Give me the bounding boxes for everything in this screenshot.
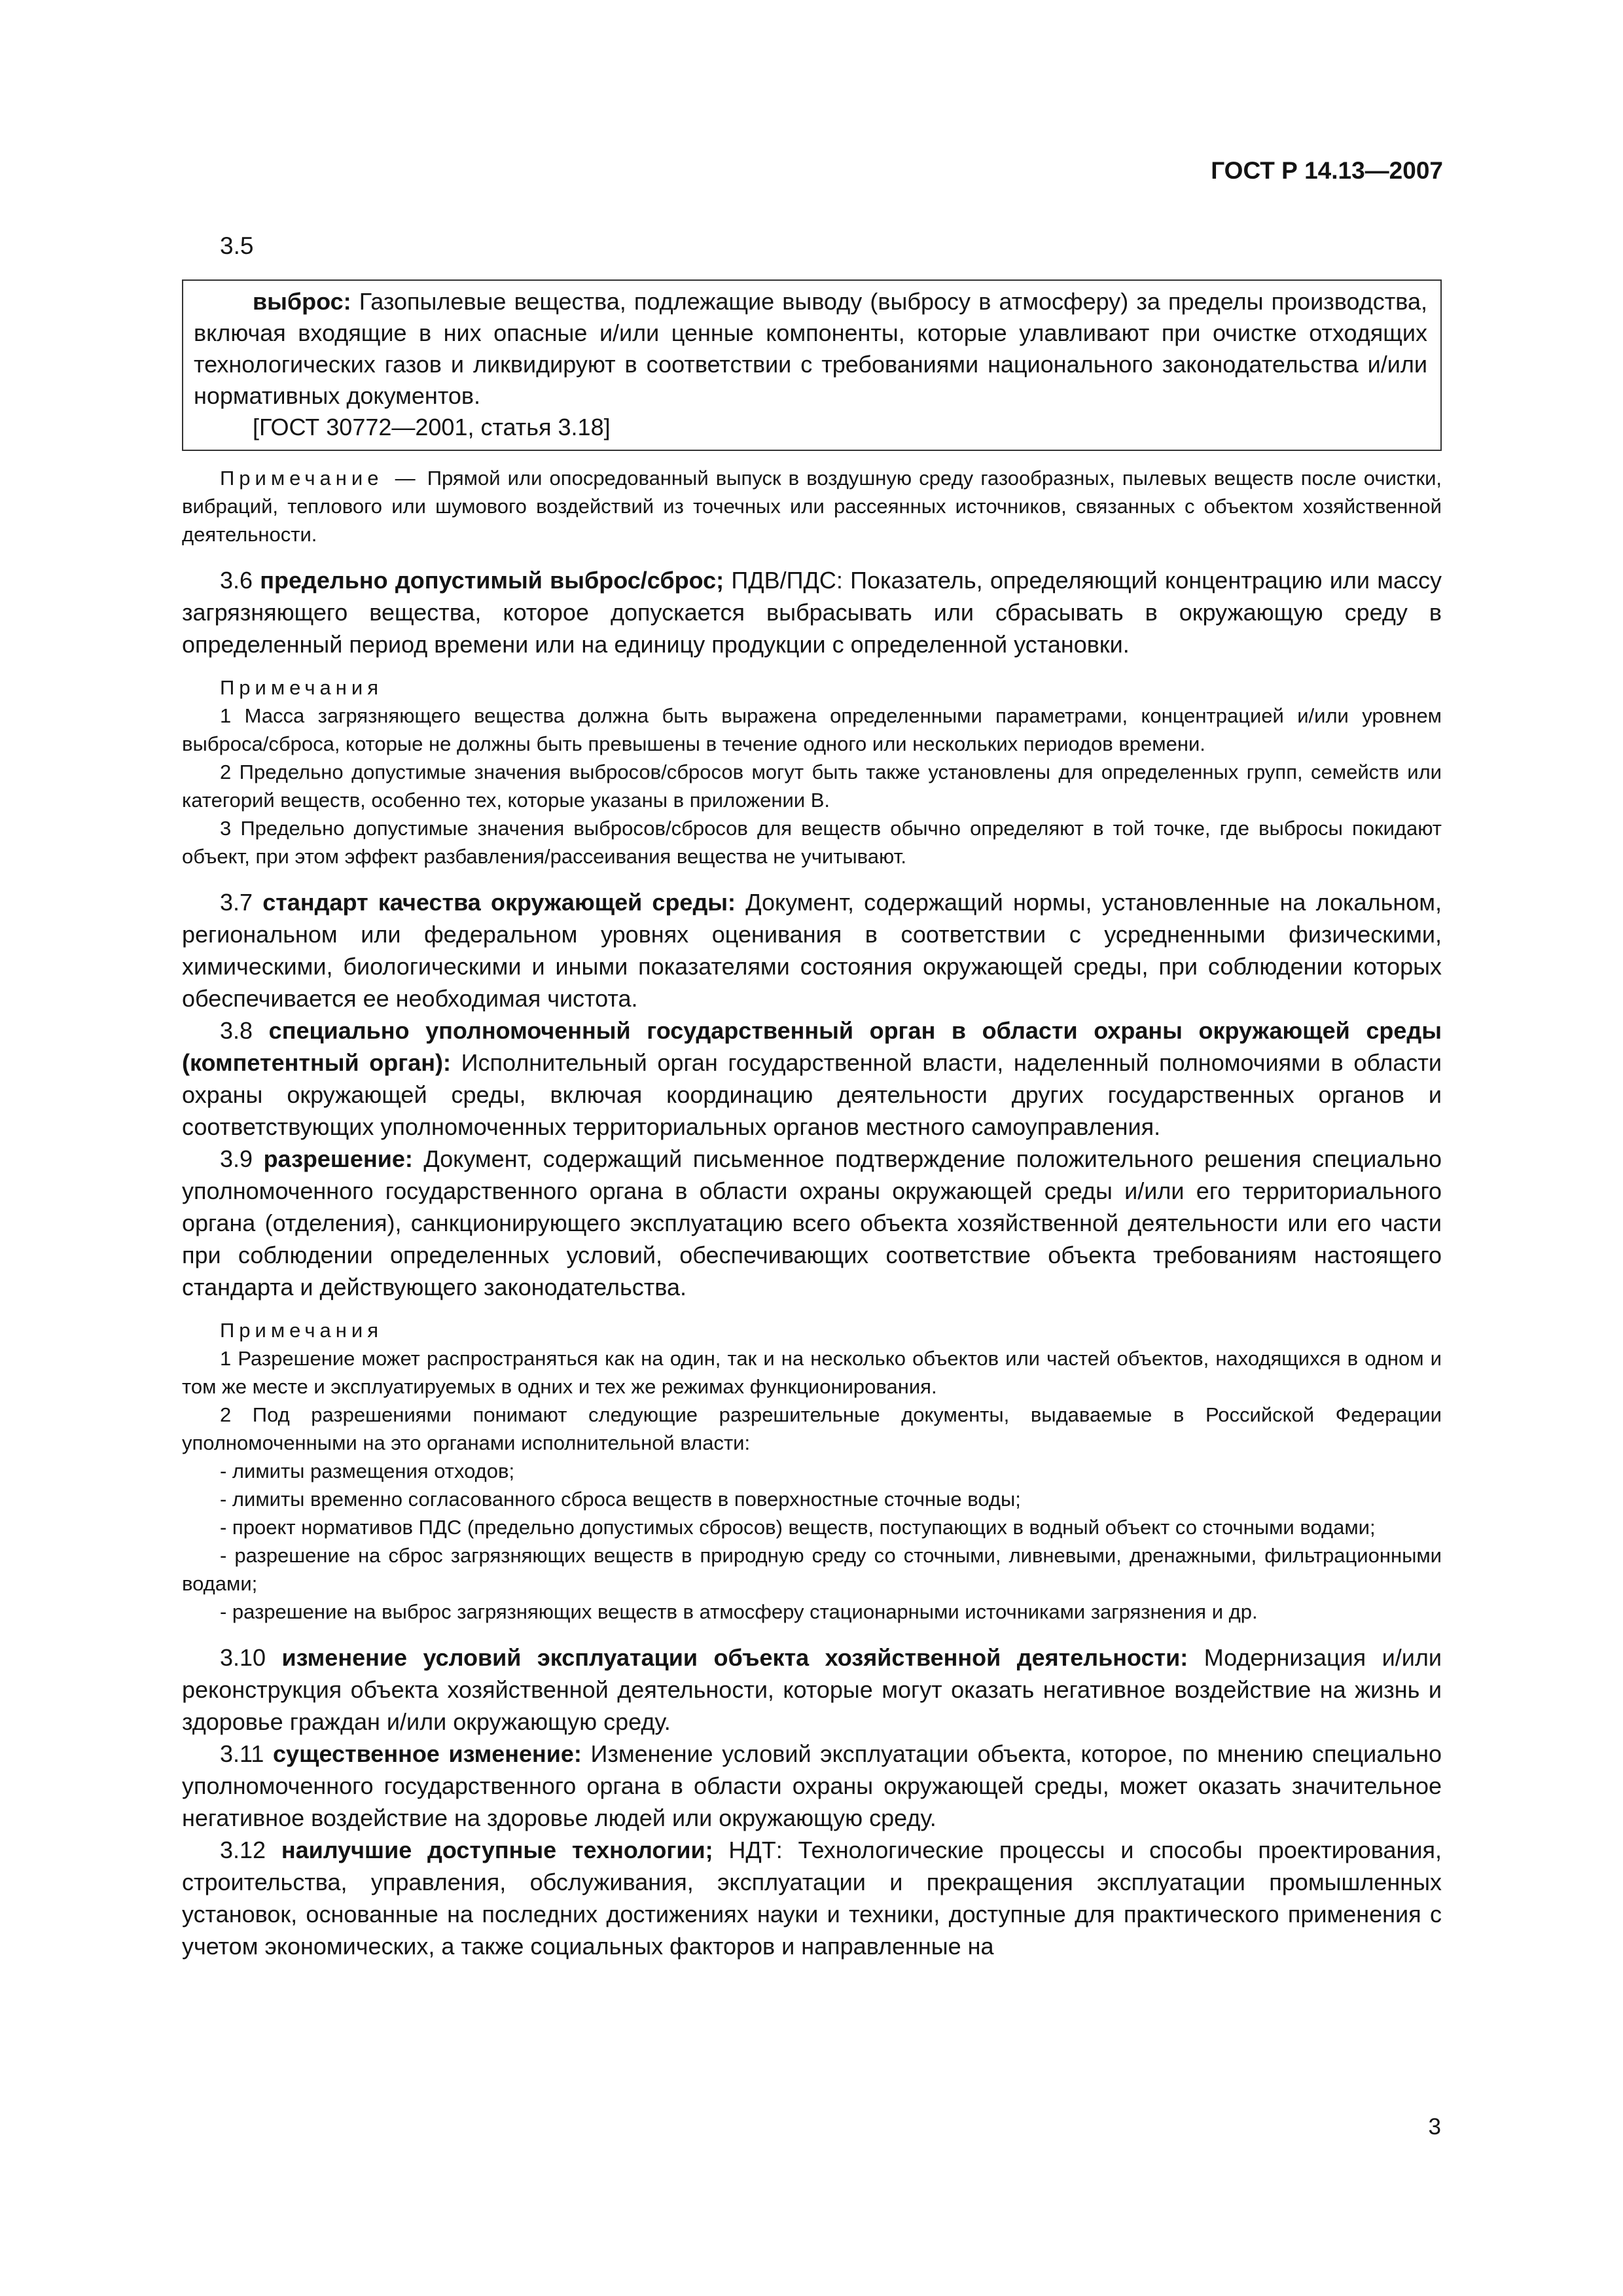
page-content xyxy=(182,232,1442,1962)
clause-3-5-definition xyxy=(194,286,1427,412)
clause-definition: Технологические процессы и способы проектирования, строительства, управления, обслуживания, эксплуатации и прекращения эксплуатации промышленных установок, основанные на последних достижениях науки и техники, доступные для практического применения с учетом экономических, а также социальных факторов и направленные на xyxy=(182,1837,1442,1960)
clause-3-12 xyxy=(182,1834,1442,1962)
note-text: Прямой или опосредованный выпуск в воздушную среду газообразных, пылевых веществ после очистки, вибраций, теплового или шумового воздействий из точечных или рассеянных источников, связанных с объектом хозяйственной деятельности. xyxy=(182,467,1442,546)
clause-term: специально уполномоченный государственный орган в области охраны окружающей среды (компетентный орган): xyxy=(182,1017,1442,1076)
clause-3-10 xyxy=(182,1641,1442,1738)
clause-3-5-text: Газопылевые вещества, подлежащие выводу (выбросу в атмосферу) за пределы производства, включая входящие в них опасные и/или ценные компоненты, которые улавливают при очистке отходящих технологических газов и ликвидируют в соответствии с требованиями национального законодательства и/или нормативных документов. xyxy=(194,288,1427,409)
clause-3-8 xyxy=(182,1014,1442,1143)
clause-number: 3.11 xyxy=(220,1740,264,1767)
clause-definition: Показатель, определяющий концентрацию или массу загрязняющего вещества, которое допускается выбрасывать или сбрасывать в окружающую среду в определенный период времени или на единицу продукции с определенной установки. xyxy=(182,567,1442,658)
clause-3-5-note xyxy=(182,464,1442,548)
clause-3-5-source: [ГОСТ 30772—2001, статья 3.18] xyxy=(253,414,611,440)
note-label: Примечание — xyxy=(220,467,420,490)
clause-abbr: НДТ: xyxy=(728,1837,783,1863)
clause-term: предельно допустимый выброс/сброс; xyxy=(260,567,724,594)
clause-number: 3.8 xyxy=(220,1017,253,1044)
quoted-definition-box xyxy=(182,279,1442,451)
notes-label: Примечания xyxy=(220,1319,383,1342)
clause-number: 3.7 xyxy=(220,889,253,916)
clause-abbr: ПДВ/ПДС: xyxy=(731,567,843,594)
list-item: - лимиты временно согласованного сброса веществ в поверхностные сточные воды; xyxy=(220,1488,1021,1511)
note-item: 3 Предельно допустимые значения выбросов/сбросов для веществ обычно определяют в той точке, где выбросы покидают объект, при этом эффект разбавления/рассеивания вещества не учитывают. xyxy=(182,817,1442,868)
clause-term: разрешение: xyxy=(263,1145,413,1172)
clause-definition: Исполнительный орган государственной власти, наделенный полномочиями в области охраны окружающей среды, включая координацию деятельности других государственных органов и соответствующих уполномоченных территориальных органов местного самоуправления. xyxy=(182,1049,1442,1140)
clause-3-9 xyxy=(182,1143,1442,1303)
clause-3-11 xyxy=(182,1738,1442,1834)
clause-definition: Документ, содержащий письменное подтверждение положительного решения специально уполномоченного государственного органа в области охраны окружающей среды и/или его территориального органа (отделения), санкционирующего эксплуатацию всего объекта хозяйственной деятельности или его части при соблюдении определенных условий, обеспечивающих соответствие объекта требованиям настоящего стандарта и действующего законодательства. xyxy=(182,1145,1442,1300)
clause-number: 3.9 xyxy=(220,1145,253,1172)
document-code: ГОСТ Р 14.13—2007 xyxy=(1211,157,1443,184)
clause-definition: Модернизация и/или реконструкция объекта хозяйственной деятельности, которые могут оказать негативное воздействие на жизнь и здоровье граждан и/или окружающую среду. xyxy=(182,1644,1442,1735)
clause-term: стандарт качества окружающей среды: xyxy=(262,889,736,916)
note-item: 1 Масса загрязняющего вещества должна быть выражена определенными параметрами, концентрацией и/или уровнем выброса/сброса, которые не должны быть превышены в течение одного или нескольких периодов времени. xyxy=(182,704,1442,755)
notes-label: Примечания xyxy=(220,676,383,699)
clause-3-7 xyxy=(182,886,1442,1014)
page-number: 3 xyxy=(1428,2114,1441,2140)
list-item: - лимиты размещения отходов; xyxy=(220,1460,515,1482)
note-item: 1 Разрешение может распространяться как на один, так и на несколько объектов или частей объектов, находящихся в одном и том же месте и эксплуатируемых в одних и тех же режимах функционирования. xyxy=(182,1347,1442,1398)
clause-term: наилучшие доступные технологии; xyxy=(281,1837,713,1863)
clause-3-5-number: 3.5 xyxy=(220,232,254,259)
clause-definition: Изменение условий эксплуатации объекта, которое, по мнению специально уполномоченного государственного органа в области охраны окружающей среды, может оказать значительное негативное воздействие на здоровье людей или окружающую среду. xyxy=(182,1740,1442,1831)
list-item: - разрешение на выброс загрязняющих веществ в атмосферу стационарными источниками загрязнения и др. xyxy=(220,1600,1258,1623)
clause-term: существенное изменение: xyxy=(273,1740,582,1767)
list-item: - проект нормативов ПДС (предельно допустимых сбросов) веществ, поступающих в водный объект со сточными водами; xyxy=(220,1516,1376,1539)
note-item: 2 Под разрешениями понимают следующие разрешительные документы, выдаваемые в Российской Федерации уполномоченными на это органами исполнительной власти: xyxy=(182,1403,1442,1454)
clause-number: 3.10 xyxy=(220,1644,266,1671)
clause-definition: Документ, содержащий нормы, установленные на локальном, региональном или федеральном уровнях оценивания в соответствии с усредненными физическими, химическими, биологическими и иными показателями состояния окружающей среды, при соблюдении которых обеспечивается ее необходимая чистота. xyxy=(182,889,1442,1012)
clause-3-5-term: выброс: xyxy=(253,288,351,315)
note-item: 2 Предельно допустимые значения выбросов/сбросов могут быть также установлены для определенных групп, семейств или категорий веществ, особенно тех, которые указаны в приложении В. xyxy=(182,761,1442,812)
list-item: - разрешение на сброс загрязняющих веществ в природную среду со сточными, ливневыми, дренажными, фильтрационными водами; xyxy=(182,1544,1442,1595)
clause-number: 3.6 xyxy=(220,567,253,594)
clause-number: 3.12 xyxy=(220,1837,266,1863)
clause-term: изменение условий эксплуатации объекта хозяйственной деятельности: xyxy=(281,1644,1188,1671)
clause-3-6 xyxy=(182,564,1442,660)
